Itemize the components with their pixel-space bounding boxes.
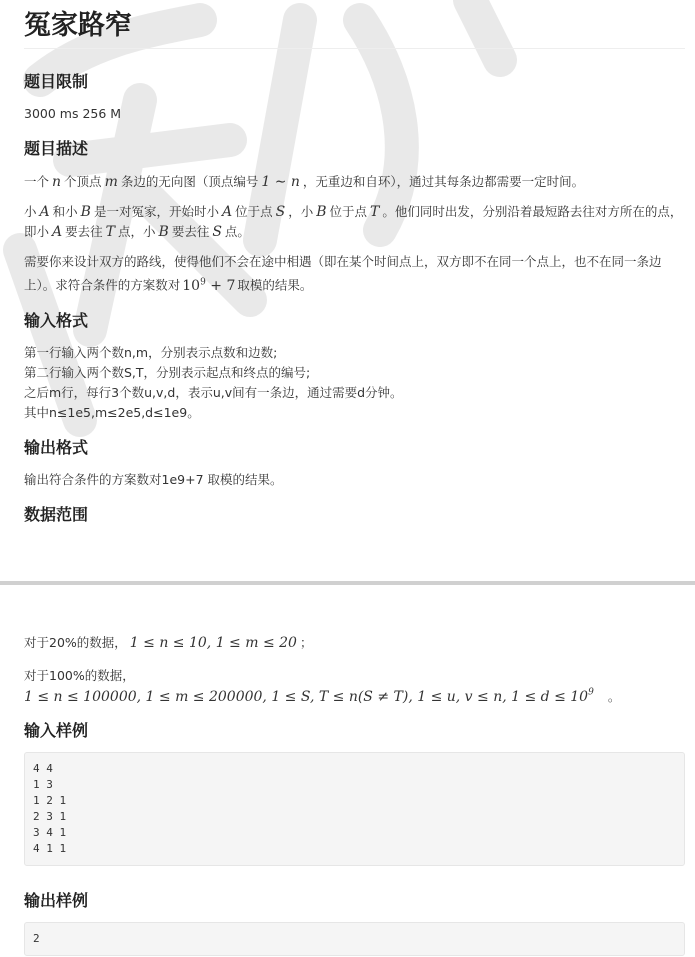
text: 一个 xyxy=(24,174,50,189)
math-exponent: 9 xyxy=(588,687,594,698)
sample-output-heading: 输出样例 xyxy=(24,891,89,910)
text: 对于20%的数据， xyxy=(24,635,127,650)
math-plus: + 7 xyxy=(210,277,236,294)
math-m: m xyxy=(104,174,118,190)
input-format-body xyxy=(24,343,685,423)
range-100-formula xyxy=(24,686,685,707)
sample-input-heading: 输入样例 xyxy=(24,721,89,740)
data-range-heading: 数据范围 xyxy=(24,504,89,524)
math-t: T xyxy=(105,224,115,240)
page-title: 冤家路窄 xyxy=(24,0,685,49)
range-line-20 xyxy=(24,632,685,653)
input-format-heading: 输入格式 xyxy=(24,310,89,330)
input-line: 之后m行，每行3个数u,v,d，表示u,v间有一条边，通过需要d分钟。 xyxy=(24,384,403,400)
math-t: T xyxy=(370,204,380,220)
text: 和小 xyxy=(52,204,78,219)
math-base: 10 xyxy=(182,277,201,294)
output-format-heading: 输出格式 xyxy=(24,437,89,457)
limit-heading: 题目限制 xyxy=(24,72,89,91)
description-paragraph-1 xyxy=(24,172,685,192)
text: 条边的无向图（顶点编号 xyxy=(120,174,259,189)
description-paragraph-3 xyxy=(24,252,685,296)
math-b: B xyxy=(316,204,327,220)
description-heading: 题目描述 xyxy=(24,139,89,158)
math-s: S xyxy=(275,204,286,220)
text: ，小 xyxy=(288,204,314,219)
text: 对于100%的数据， xyxy=(24,668,135,683)
math-b: B xyxy=(158,224,169,240)
text: 小 xyxy=(24,204,37,219)
input-line: 其中n≤1e5,m≤2e5,d≤1e9。 xyxy=(24,404,200,420)
sample-output-block: 2 xyxy=(24,922,685,956)
math-modulus xyxy=(180,278,237,294)
math-a: A xyxy=(52,224,63,240)
text: 点。 xyxy=(224,224,250,239)
math-s: S xyxy=(212,224,222,240)
description-paragraph-2 xyxy=(24,202,685,242)
text: 是一对冤家，开始时小 xyxy=(93,204,219,219)
math-a: A xyxy=(39,204,50,220)
text: 个顶点 xyxy=(64,174,102,189)
text: 要去往 xyxy=(65,224,103,239)
text: 位于点 xyxy=(235,204,273,219)
math-exponent: 9 xyxy=(200,277,206,287)
output-format-text: 输出符合条件的方案数对1e9+7 取模的结果。 xyxy=(24,471,283,487)
text: 取模的结果。 xyxy=(237,277,313,293)
text: 位于点 xyxy=(329,204,368,219)
input-line: 第二行输入两个数S,T，分别表示起点和终点的编号; xyxy=(24,364,311,380)
page-break-divider xyxy=(0,581,695,585)
input-line: 第一行输入两个数n,m，分别表示点数和边数; xyxy=(24,344,278,360)
text: 要去往 xyxy=(171,224,210,239)
math-b: B xyxy=(80,204,91,220)
limit-text: 3000 ms 256 M xyxy=(24,106,122,121)
math-constraint: 1 ≤ n ≤ 100000, 1 ≤ m ≤ 200000, 1 ≤ S, T ≤ n(S ≠ T), 1 ≤ u, v ≤ n, 1 ≤ d ≤ 10 xyxy=(24,689,589,705)
text: 。他们同时出发，分别沿着最短路去往对方所在的点，即小 xyxy=(24,204,683,239)
math-range: 1 ∼ n xyxy=(261,174,300,190)
text: 需要你来设计双方的路线，使得他们不会在途中相遇（即在某个时间点上，双方即不在同一个点上，也不在同一条边上）。求符合条件的方案数对 xyxy=(24,254,662,293)
text: ； xyxy=(299,635,313,650)
math-n: n xyxy=(52,174,62,190)
range-line-100 xyxy=(24,666,685,707)
text: ，无重边和自环），通过其每条边都需要一定时间。 xyxy=(302,174,585,189)
math-constraint: 1 ≤ n ≤ 10, 1 ≤ m ≤ 20 xyxy=(129,635,297,651)
math-a: A xyxy=(221,204,233,220)
sample-input-block: 4 4 1 3 1 2 1 2 3 1 3 4 1 4 1 1 xyxy=(24,752,685,866)
text: 点，小 xyxy=(118,224,156,239)
text: 。 xyxy=(607,689,621,704)
